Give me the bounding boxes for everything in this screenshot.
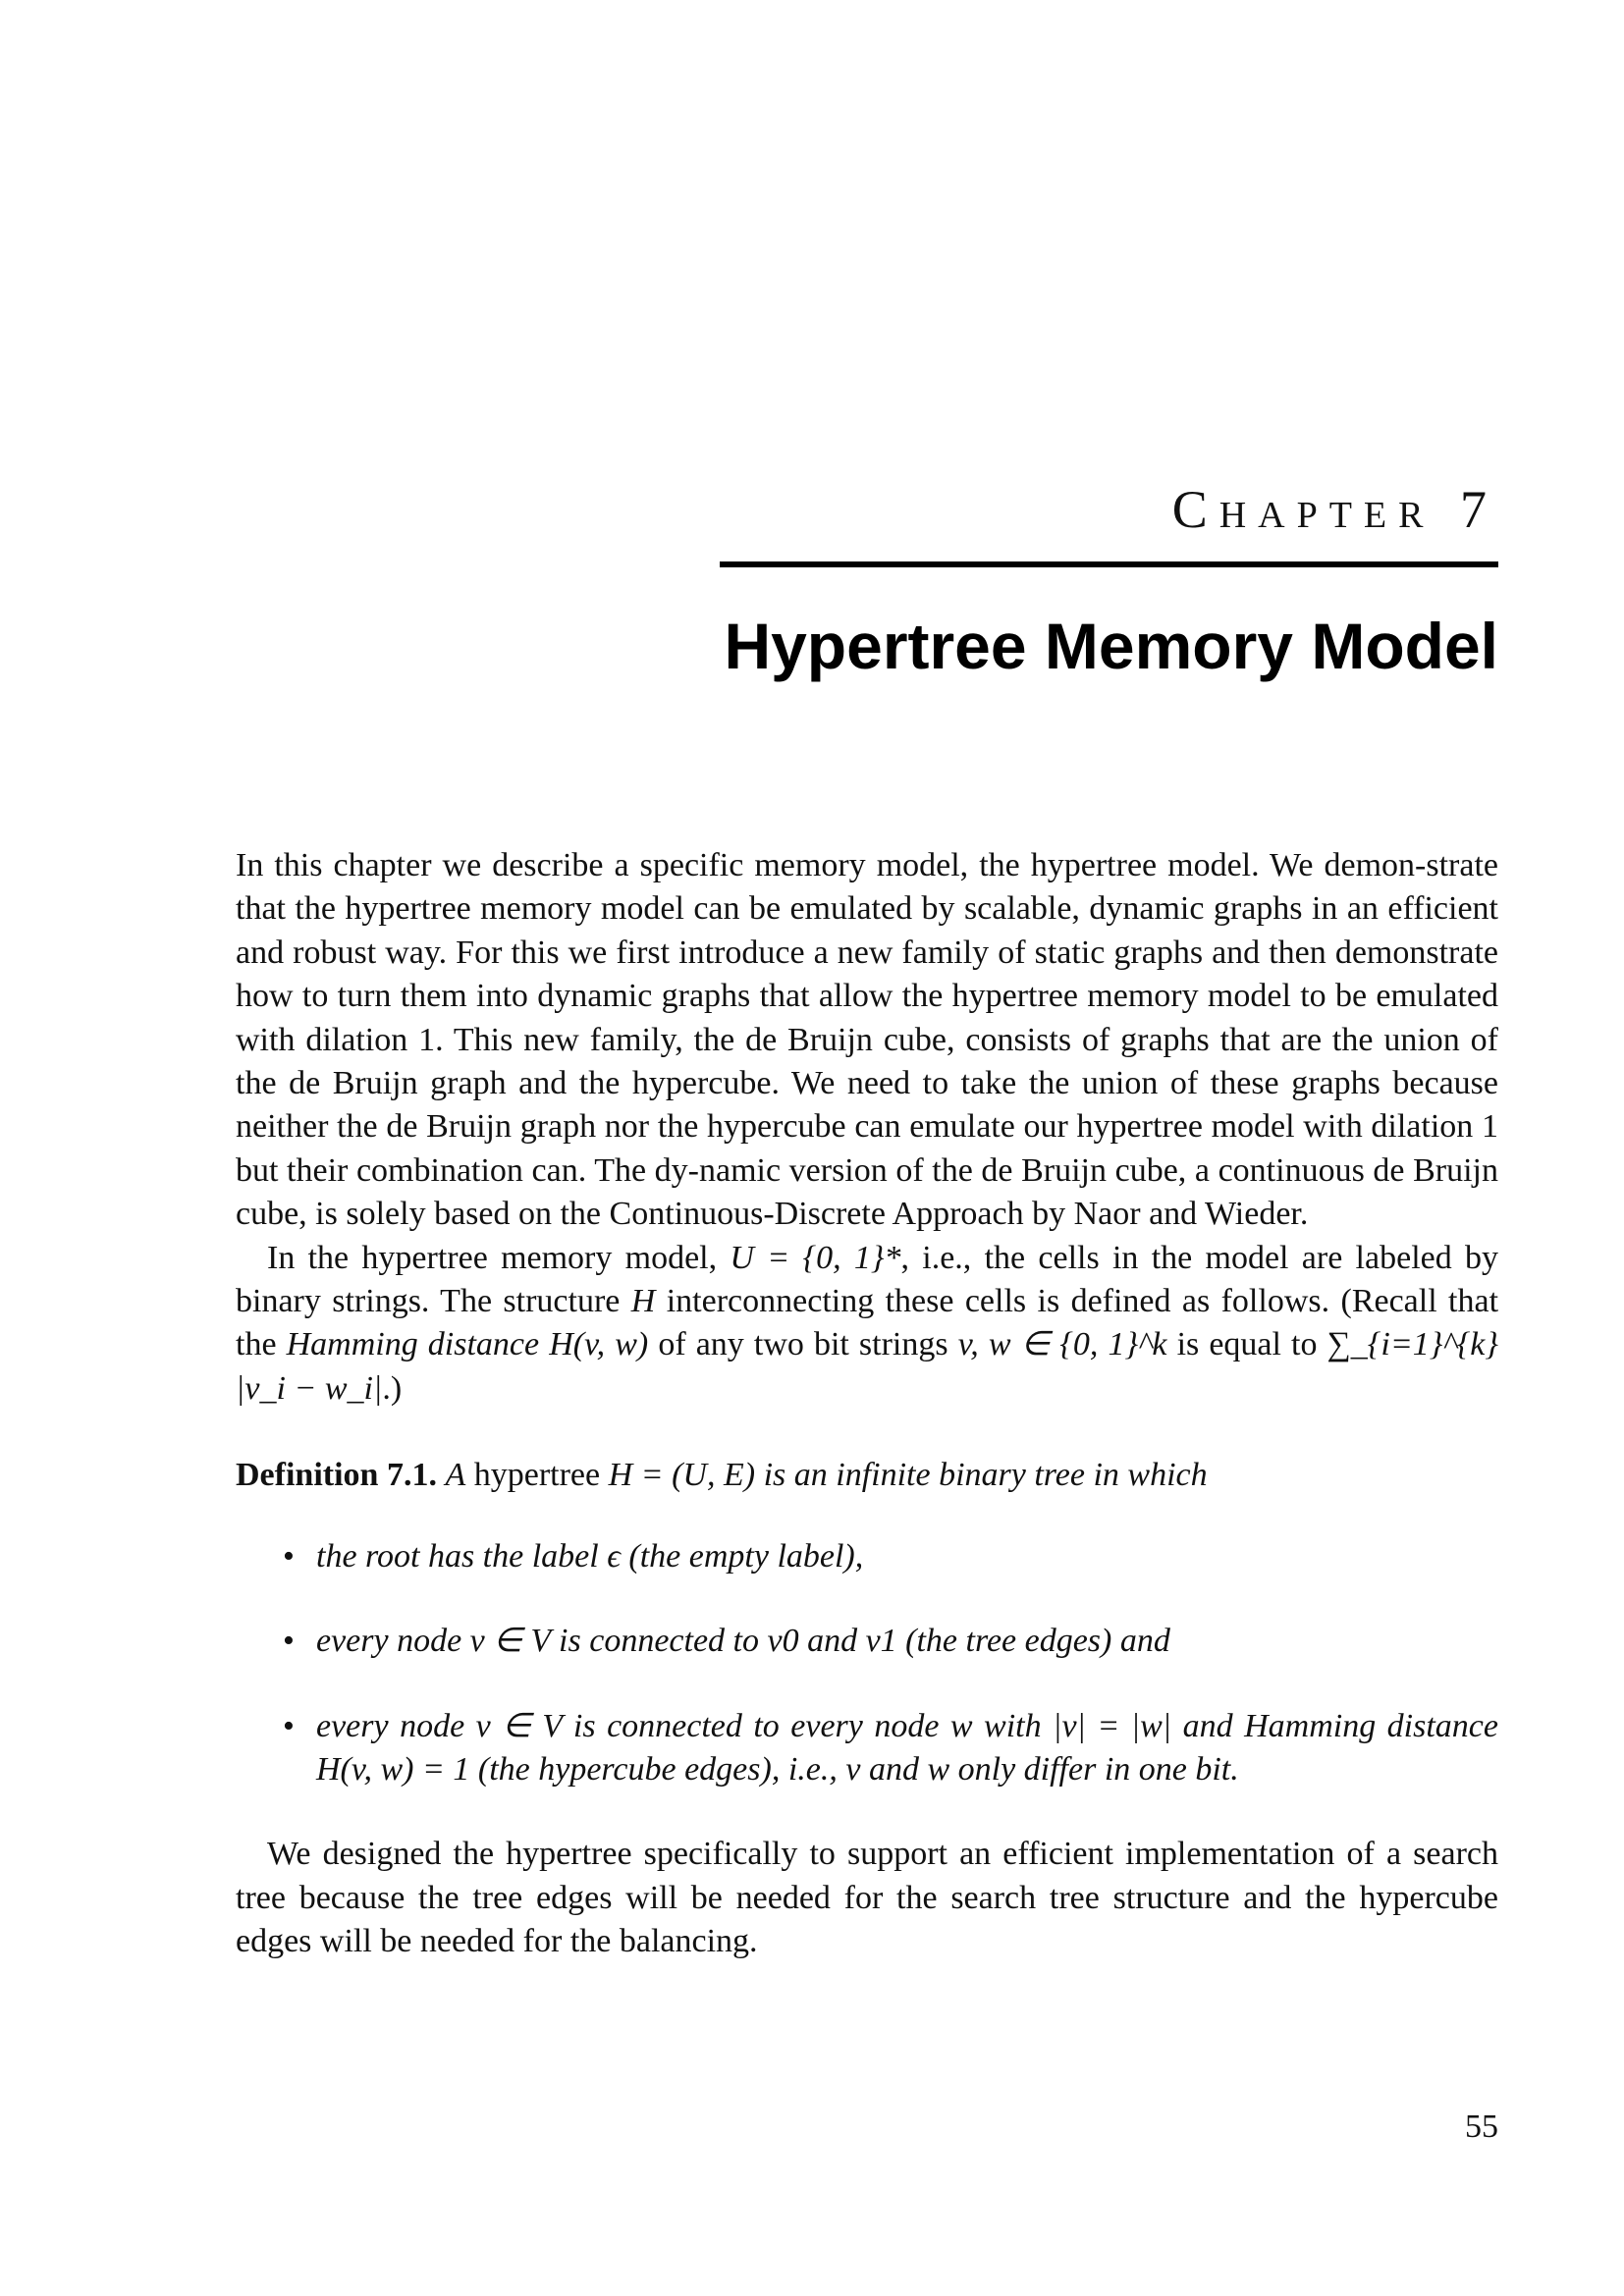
term-hamming-distance: Hamming distance xyxy=(286,1326,540,1363)
paragraph-intro: In this chapter we describe a specific memory model, the hypertree model. We demon-strate that the hypertree memory model can be emulated by scalable, dynamic graphs in an efficient and robust way. For this we first introduce a new family of static graphs and then demonstrate how to turn them into dynamic graphs that allow the hypertree memory model to be emulated with dilation 1. This new family, the de Bruijn cube, consists of graphs that are the union of the de Bruijn graph and the hypercube. We need to take the union of these graphs because neither the de Bruijn graph nor the hypercube can emulate our hypertree model with dilation 1 but their combination can. The dy-namic version of the de Bruijn cube, a continuous de Bruijn cube, is solely based on the Continuous-Discrete Approach by Naor and Wieder. xyxy=(236,847,1498,1233)
paragraph-closing: We designed the hypertree specifically to support an efficient implementation of a search tree because the tree edges will be needed for the search tree structure and the hypercube edges will be needed for the balancing. xyxy=(236,1836,1498,1960)
definition-text-a: A xyxy=(445,1457,466,1494)
definition-label: Definition 7.1. xyxy=(236,1457,437,1494)
p2-text-e: of any two bit strings xyxy=(658,1326,948,1363)
chapter-rule xyxy=(720,561,1498,567)
math-bit-strings: v, w ∈ {0, 1}^k xyxy=(957,1326,1167,1363)
math-structure-h: H xyxy=(630,1283,656,1320)
body-text xyxy=(236,844,1498,1964)
math-universe: U = {0, 1}* xyxy=(730,1239,901,1276)
p2-text-c: interconnecting these cells is defined as follows. (Recall that the xyxy=(236,1283,1499,1363)
bullet-item: • the root has the label ϵ (the empty label), xyxy=(236,1535,1498,1578)
p2-text-b: , i.e., the cells in the model are labeled by binary strings. The structure xyxy=(236,1239,1499,1320)
math-hamming-h: H(v, w) xyxy=(549,1326,649,1363)
page-number: 55 xyxy=(1465,2109,1498,2145)
bullet-item: • every node v ∈ V is connected to every node w with |v| = |w| and Hamming distance H(v, w) = 1 (the hypercube edges), i.e., v and w only differ in one bit. xyxy=(236,1705,1498,1792)
chapter-title: Hypertree Memory Model xyxy=(724,610,1498,682)
definition-7-1 xyxy=(236,1454,1498,1497)
definition-bullets xyxy=(236,1535,1498,1792)
definition-math: H = (U, E) xyxy=(608,1457,756,1494)
math-sum-formula: ∑_{i=1}^{k} |v_i − w_i| xyxy=(236,1326,1498,1407)
p2-text-a: In the hypertree memory model, xyxy=(267,1239,718,1276)
chapter-label: Chapter 7 xyxy=(1171,480,1498,539)
bullet-item: • every node v ∈ V is connected to v0 and v1 (the tree edges) and xyxy=(236,1620,1498,1663)
paragraph-memory-model xyxy=(236,1237,1498,1412)
definition-term: hypertree xyxy=(473,1457,601,1494)
p2-text-f: is equal to xyxy=(1176,1326,1318,1363)
p2-text-g: .) xyxy=(382,1369,403,1407)
definition-text-d: is an infinite binary tree in which xyxy=(763,1457,1208,1494)
